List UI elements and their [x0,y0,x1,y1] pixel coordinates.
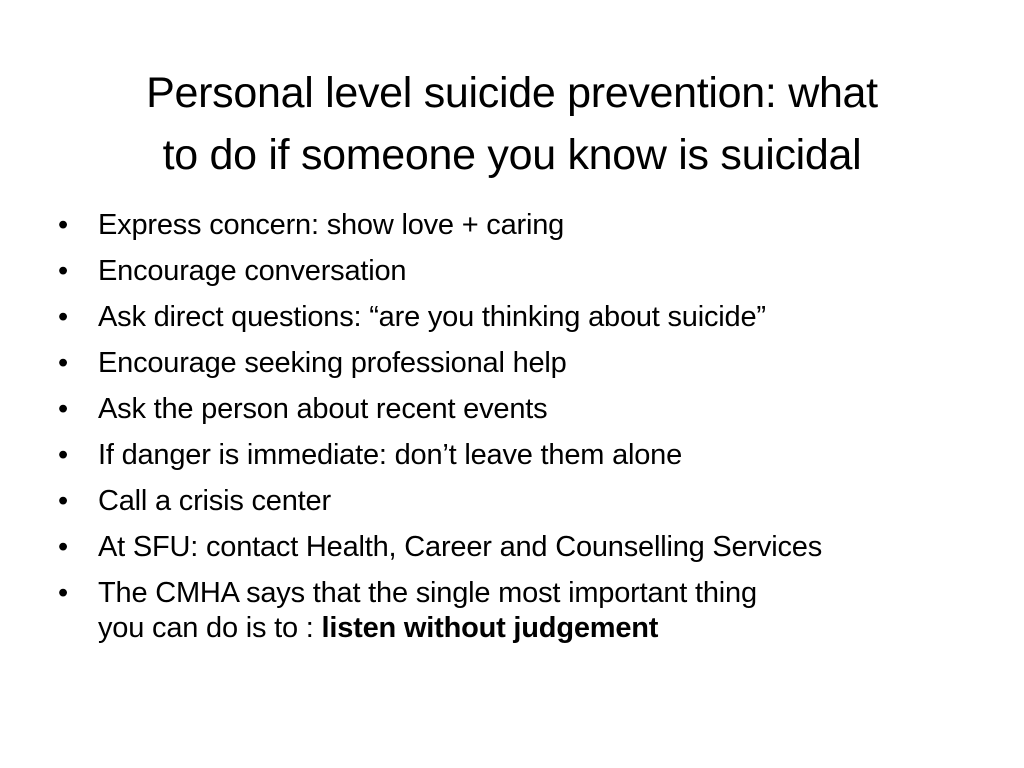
bullet-dot-icon: • [58,347,68,379]
bullet-text-prefix: you can do is to : [98,612,322,644]
bullet-dot-icon: • [58,577,68,609]
bullet-text-line-1: The CMHA says that the single most important thing [98,577,757,609]
slide-title [40,62,984,186]
bullet-dot-icon: • [58,485,68,517]
bullet-item-key-message [58,576,958,646]
bullet-dot-icon: • [58,209,68,241]
slide-title-line-2: to do if someone you know is suicidal [162,131,862,179]
bullet-dot-icon: • [58,531,68,563]
bullet-dot-icon: • [58,439,68,471]
bullet-dot-icon: • [58,255,68,287]
bullet-text: If danger is immediate: don’t leave them alone [98,439,683,471]
bullet-item [58,254,988,289]
bullet-item [58,392,988,427]
bullet-text: Encourage conversation [98,255,407,287]
bullet-item [58,484,988,519]
key-message-bold: listen without judgement [321,612,659,644]
bullet-text: Express concern: show love + caring [98,209,565,241]
bullet-text-line-2 [98,611,958,646]
bullet-item [58,438,988,473]
bullet-dot-icon: • [58,393,68,425]
bullet-text: Call a crisis center [98,485,331,517]
slide-title-line-1: Personal level suicide prevention: what [146,69,878,117]
bullet-dot-icon: • [58,301,68,333]
bullet-list [58,208,988,657]
bullet-text: Ask the person about recent events [98,393,548,425]
bullet-text: At SFU: contact Health, Career and Counselling Services [98,531,823,563]
bullet-item [58,300,988,335]
bullet-text: Ask direct questions: “are you thinking about suicide” [98,301,766,333]
bullet-text: Encourage seeking professional help [98,347,567,379]
bullet-item [58,530,988,565]
bullet-item [58,346,988,381]
bullet-item [58,208,988,243]
